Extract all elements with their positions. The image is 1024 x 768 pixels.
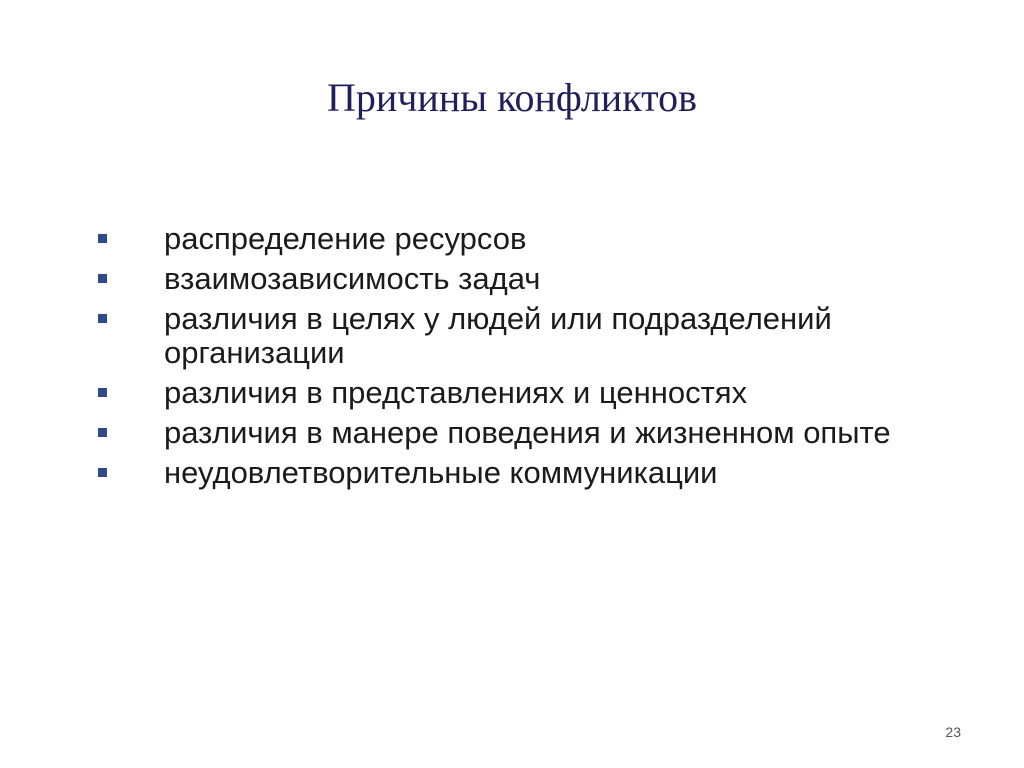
square-bullet-icon (98, 274, 107, 283)
bullet-text: неудовлетворительные коммуникации (164, 455, 718, 490)
slide-title: Причины конфликтов (327, 75, 697, 120)
square-bullet-icon (98, 468, 107, 477)
bullet-item-5 (96, 416, 976, 450)
bullet-item-3 (96, 302, 976, 370)
bullet-text: различия в манере поведения и жизненном опыте (164, 415, 891, 450)
page-number: 23 (945, 724, 961, 740)
bullet-item-4 (96, 376, 976, 410)
bullet-item-1 (96, 222, 976, 256)
square-bullet-icon (98, 388, 107, 397)
bullet-list (96, 222, 976, 496)
bullet-text: различия в представлениях и ценностях (164, 375, 748, 410)
square-bullet-icon (98, 314, 107, 323)
bullet-item-6 (96, 456, 976, 490)
square-bullet-icon (98, 234, 107, 243)
bullet-text: различия в целях у людей или подразделений организации (164, 301, 832, 370)
square-bullet-icon (98, 428, 107, 437)
bullet-text: распределение ресурсов (164, 221, 527, 256)
bullet-text: взаимозависимость задач (164, 261, 541, 296)
bullet-item-2 (96, 262, 976, 296)
